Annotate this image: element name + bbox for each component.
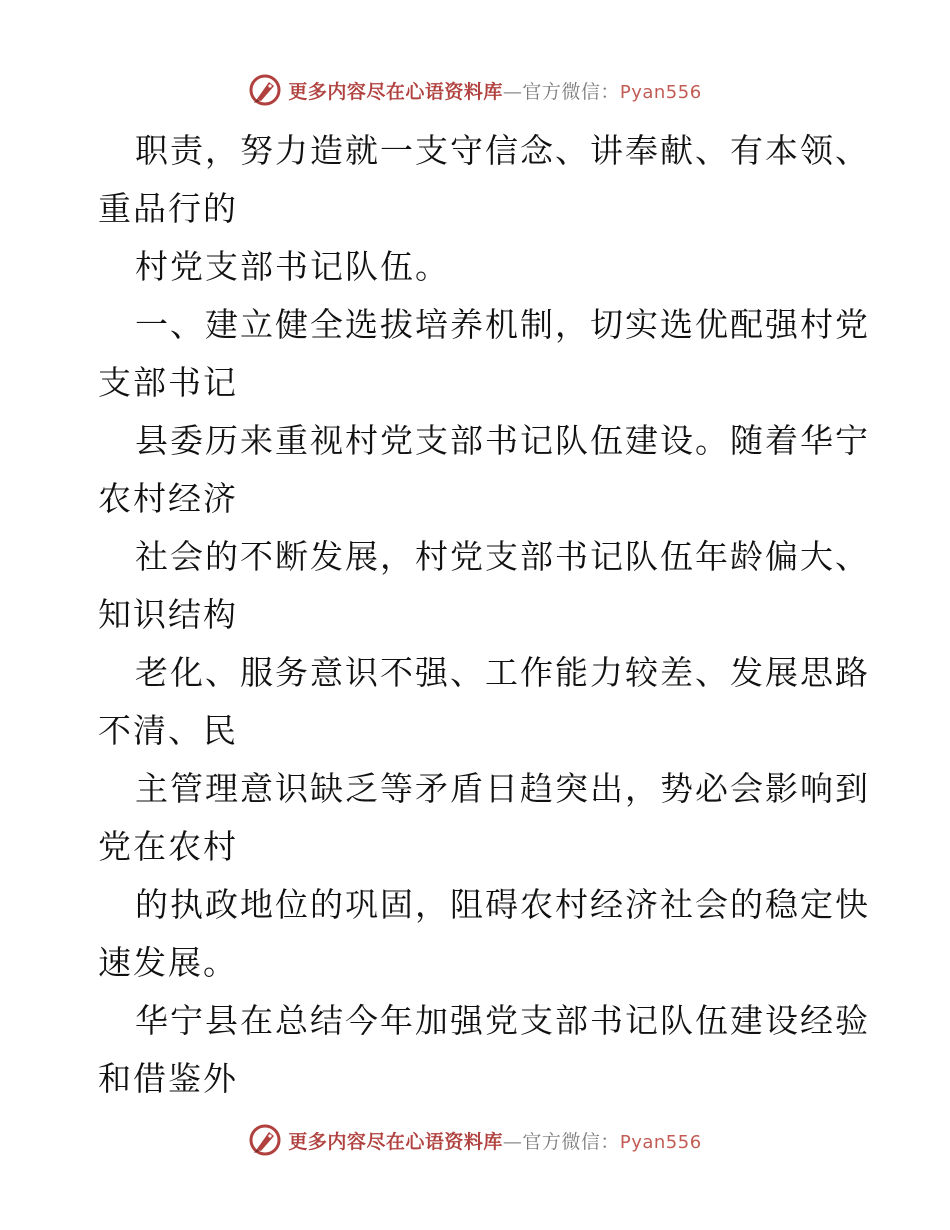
text-line: 农村经济 <box>98 479 238 518</box>
text-line: 职责，努力造就一支守信念、讲奉献、有本领、 <box>135 131 870 170</box>
text-line: 一、建立健全选拔培养机制，切实选优配强村党 <box>135 305 870 344</box>
text-line: 不清、民 <box>98 711 238 750</box>
text-line: 的执政地位的巩固，阻碍农村经济社会的稳定快 <box>135 885 870 924</box>
watermark-brand: 更多内容尽在心语资料库 <box>288 1130 503 1153</box>
text-line: 社会的不断发展，村党支部书记队伍年龄偏大、 <box>135 537 870 576</box>
text-line: 县委历来重视村党支部书记队伍建设。随着华宁 <box>135 421 870 460</box>
watermark-official-label: 官方微信： <box>522 80 620 103</box>
text-line: 重品行的 <box>98 189 238 228</box>
text-line: 老化、服务意识不强、工作能力较差、发展思路 <box>135 653 870 692</box>
watermark-text <box>288 77 701 104</box>
text-line: 村党支部书记队伍。 <box>135 247 450 286</box>
pen-nib-logo-icon <box>248 73 282 107</box>
footer-watermark <box>0 1120 950 1160</box>
text-line: 知识结构 <box>98 595 238 634</box>
watermark-separator: — <box>502 80 523 103</box>
pen-nib-logo-icon <box>248 1123 282 1157</box>
watermark-account-id: Pyan556 <box>619 81 702 103</box>
text-line: 和借鉴外 <box>98 1059 238 1098</box>
text-line: 支部书记 <box>98 363 238 402</box>
text-line: 党在农村 <box>98 827 238 866</box>
watermark-text <box>288 1127 701 1154</box>
text-line: 速发展。 <box>98 943 238 982</box>
document-body <box>98 122 870 1108</box>
text-line: 华宁县在总结今年加强党支部书记队伍建设经验 <box>135 1001 870 1040</box>
watermark-brand: 更多内容尽在心语资料库 <box>288 80 503 103</box>
header-watermark <box>0 70 950 110</box>
watermark-account-id: Pyan556 <box>619 1131 702 1153</box>
watermark-official-label: 官方微信： <box>522 1130 620 1153</box>
text-line: 主管理意识缺乏等矛盾日趋突出，势必会影响到 <box>135 769 870 808</box>
watermark-separator: — <box>502 1130 523 1153</box>
